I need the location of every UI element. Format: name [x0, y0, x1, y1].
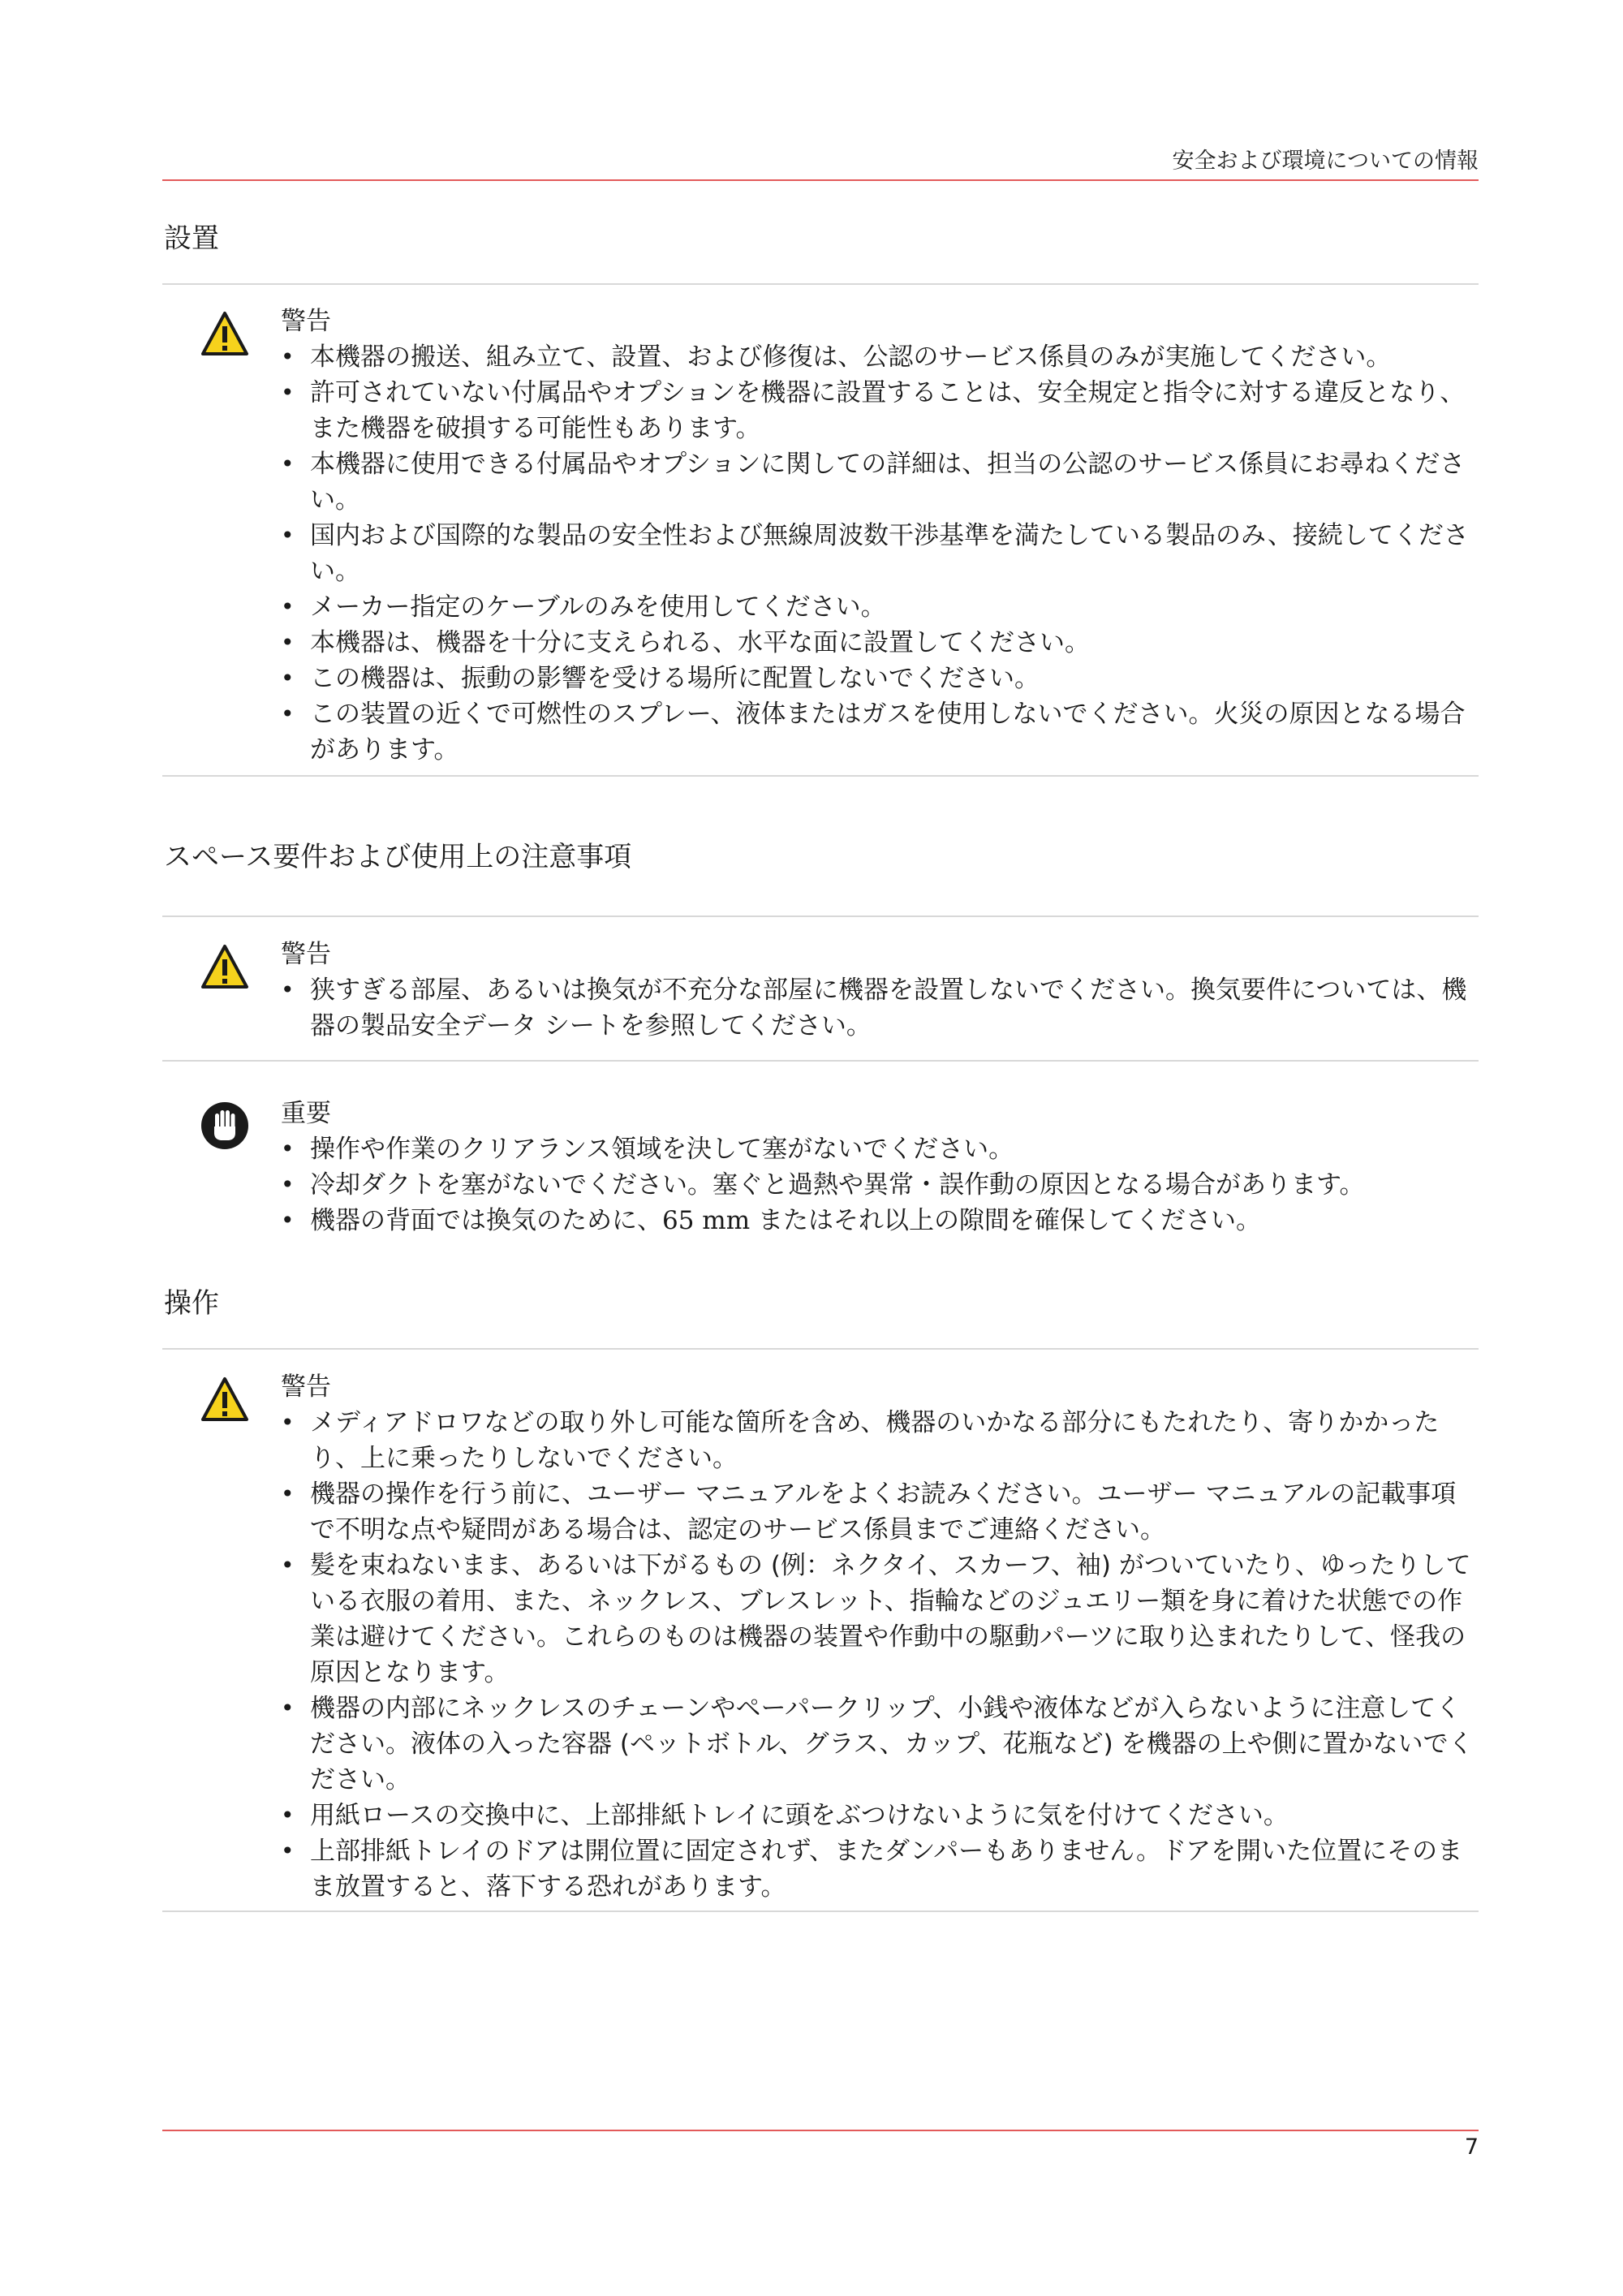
list-item: • 機器の操作を行う前に、ユーザー マニュアルをよくお読みください。ユーザー マニュアルの記載事項で不明な点や疑問がある場合は、認定のサービス係員までご連絡ください。: [281, 1476, 1479, 1548]
page-number: 7: [1464, 2134, 1479, 2160]
list-item: • メディアドロワなどの取り外し可能な箇所を含め、機器のいかなる部分にもたれたり、寄りかかったり、上に乗ったりしないでください。: [281, 1405, 1479, 1476]
list-item: • 本機器は、機器を十分に支えられる、水平な面に設置してください。: [281, 625, 1479, 661]
list-item: • 本機器の搬送、組み立て、設置、および修復は、公認のサービス係員のみが実施してください。: [281, 339, 1479, 375]
notice-type-label: 警告: [281, 307, 331, 336]
notice-list: [281, 1131, 1479, 1238]
divider: [162, 1348, 1479, 1350]
list-item: • 操作や作業のクリアランス領域を決して塞がないでください。: [281, 1131, 1479, 1167]
section-title-installation: 設置: [164, 222, 219, 255]
notice-list: [281, 339, 1479, 768]
list-item: • 上部排紙トレイのドアは開位置に固定されず、またダンパーもありません。ドアを開いた位置にそのまま放置すると、落下する恐れがあります。: [281, 1833, 1479, 1905]
list-item: • この装置の近くで可燃性のスプレー、液体またはガスを使用しないでください。火災の原因となる場合があります。: [281, 696, 1479, 768]
warning-triangle-icon: [200, 310, 250, 360]
divider: [162, 1910, 1479, 1912]
list-item: • 髪を束ねないまま、あるいは下がるもの (例：ネクタイ、スカーフ、袖) がついていたり、ゆったりしている衣服の着用、また、ネックレス、ブレスレット、指輪などのジュエリー類を身に着けた状態での作業は避けてください。これらのものは機器の装置や作動中の駆動パーツに取り込まれたりして、怪我の原因となります。: [281, 1548, 1479, 1691]
running-header: 安全および環境についての情報: [1172, 149, 1479, 174]
list-item: • 機器の内部にネックレスのチェーンやペーパークリップ、小銭や液体などが入らないように注意してください。液体の入った容器 (ペットボトル、グラス、カップ、花瓶など) を機器の上や側に置かないでください。: [281, 1691, 1479, 1798]
list-item: • 用紙ロースの交換中に、上部排紙トレイに頭をぶつけないように気を付けてください。: [281, 1798, 1479, 1833]
notice-list: [281, 1405, 1479, 1905]
notice-type-label: 警告: [281, 1372, 331, 1402]
stop-hand-icon: [200, 1101, 250, 1151]
notice-type-label: 警告: [281, 940, 331, 969]
notice-type-label: 重要: [281, 1099, 331, 1128]
divider: [162, 1060, 1479, 1062]
section-title-space-requirements: スペース要件および使用上の注意事項: [164, 841, 632, 873]
header-rule: [162, 179, 1479, 181]
divider: [162, 915, 1479, 917]
list-item: • 国内および国際的な製品の安全性および無線周波数干渉基準を満たしている製品のみ、接続してください。: [281, 518, 1479, 589]
list-item: • 許可されていない付属品やオプションを機器に設置することは、安全規定と指令に対する違反となり、また機器を破損する可能性もあります。: [281, 375, 1479, 446]
section-title-operation: 操作: [164, 1287, 219, 1320]
list-item: • 機器の背面では換気のために、65 mm またはそれ以上の隙間を確保してください。: [281, 1203, 1479, 1238]
warning-triangle-icon: [200, 943, 250, 993]
divider: [162, 283, 1479, 285]
list-item: • 本機器に使用できる付属品やオプションに関しての詳細は、担当の公認のサービス係員にお尋ねください。: [281, 446, 1479, 518]
warning-triangle-icon: [200, 1376, 250, 1426]
notice-list: [281, 972, 1479, 1044]
list-item: • 狭すぎる部屋、あるいは換気が不充分な部屋に機器を設置しないでください。換気要件については、機器の製品安全データ シートを参照してください。: [281, 972, 1479, 1044]
list-item: • この機器は、振動の影響を受ける場所に配置しないでください。: [281, 661, 1479, 696]
list-item: • メーカー指定のケーブルのみを使用してください。: [281, 589, 1479, 625]
list-item: • 冷却ダクトを塞がないでください。塞ぐと過熱や異常・誤作動の原因となる場合があります。: [281, 1167, 1479, 1203]
divider: [162, 775, 1479, 777]
footer-rule: [162, 2130, 1479, 2131]
